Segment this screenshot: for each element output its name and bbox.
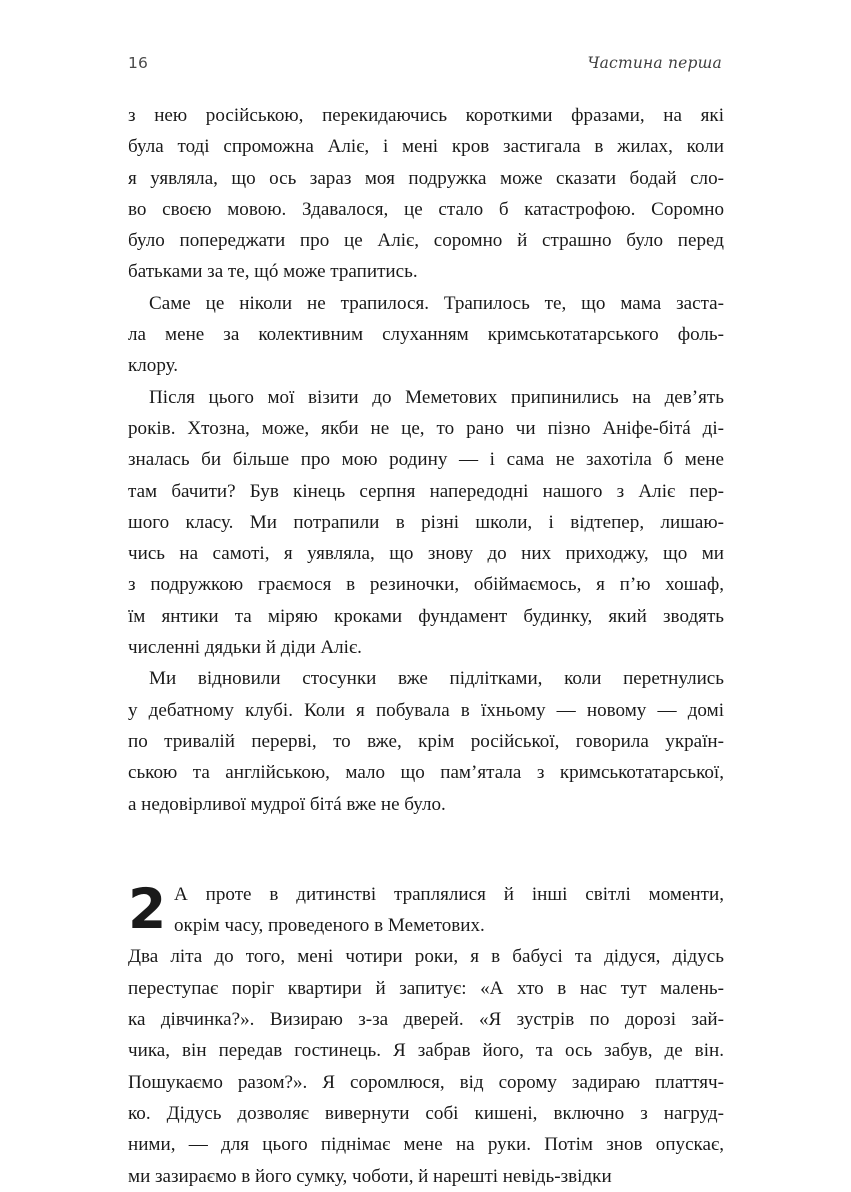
- section-spacer: [128, 820, 724, 879]
- text-line: чика, він передав гостинець. Я забрав його, та ось забув, де він.: [128, 1040, 724, 1062]
- text-line: зналась би більше про мою родину — і сама не захотіла б мене: [128, 449, 724, 471]
- text-line: по тривалій перерві, то вже, крім російської, говорила україн-: [128, 730, 724, 752]
- text-line: во своєю мовою. Здавалося, це стало б катастрофою. Соромно: [128, 198, 724, 220]
- text-line: з подружкою граємося в резиночки, обіймаємось, я п’ю хошаф,: [128, 574, 724, 596]
- text-line: Пошукаємо разом?». Я соромлюся, від сорому задираю платтяч-: [128, 1071, 724, 1093]
- section-number: 2: [128, 876, 167, 941]
- text-line: Два літа до того, мені чотири роки, я в бабусі та дідуся, дідусь: [128, 946, 724, 968]
- text-line: було попереджати про це Аліє, соромно й страшно було перед: [128, 230, 724, 252]
- text-line: з нею російською, перекидаючись короткими фразами, на які: [128, 105, 724, 126]
- text-line: Після цього мої візити до Меметових припинились на дев’ять: [149, 386, 724, 408]
- paragraph-3: [128, 382, 724, 664]
- section-2: [128, 876, 724, 1192]
- text-line: численні дядьки й діди Аліє.: [128, 637, 362, 659]
- text-line: А проте в дитинстві траплялися й інші світлі моменти,: [174, 883, 724, 905]
- section-continuation-paragraph: [128, 941, 724, 1191]
- paragraph-1: [128, 100, 724, 288]
- text-line: чись на самоті, я уявляла, що знову до них приходжу, що ми: [128, 543, 724, 565]
- text-line: Саме це ніколи не трапилося. Трапилось те, що мама заста-: [149, 292, 724, 314]
- text-line: а недовірливої мудрої бітá вже не було.: [128, 793, 446, 815]
- text-line: ними, — для цього піднімає мене на руки. Потім знов опускає,: [128, 1134, 724, 1156]
- text-line: клору.: [128, 355, 179, 377]
- text-line: ла мене за колективним слуханням кримськотатарського фоль-: [128, 324, 724, 346]
- text-line: переступає поріг квартири й запитує: «А хто в нас тут малень-: [128, 977, 724, 999]
- text-line: Ми відновили стосунки вже підлітками, коли перетнулись: [149, 668, 724, 690]
- page-number: 16: [128, 54, 149, 72]
- text-line: їм янтики та міряю кроками фундамент будинку, який зводять: [128, 605, 724, 627]
- text-line: ко. Дідусь дозволяє вивернути собі кишені, включно з нагруд-: [128, 1102, 724, 1124]
- text-line: років. Хтозна, може, якби не це, то рано чи пізно Аніфе-бітá ді-: [128, 417, 724, 439]
- text-line: я уявляла, що ось зараз моя подружка може сказати бодай сло-: [128, 167, 724, 189]
- running-head: [128, 56, 722, 80]
- text-line: там бачити? Був кінець серпня напередодні нашого з Аліє пер-: [128, 480, 724, 502]
- section-opening-paragraph: [128, 876, 724, 942]
- text-line: ми зазираємо в його сумку, чоботи, й нарешті невідь-звідки: [128, 1165, 612, 1187]
- text-line: ка дівчинка?». Визираю з-за дверей. «Я зустрів по дорозі зай-: [128, 1009, 724, 1031]
- text-block: [128, 100, 724, 1192]
- paragraph-2: [128, 288, 724, 382]
- text-line: була тоді спроможна Аліє, і мені кров застигала в жилах, коли: [128, 136, 724, 158]
- running-head-title: Частина перша: [587, 54, 722, 72]
- text-line: у дебатному клубі. Коли я побувала в їхньому — новому — домі: [128, 699, 724, 721]
- paragraph-4: [128, 663, 724, 819]
- text-line: шого класу. Ми потрапили в різні школи, і відтепер, лишаю-: [128, 511, 724, 533]
- text-line: ською та англійською, мало що пам’ятала з кримськотатарської,: [128, 762, 724, 784]
- text-line: окрім часу, проведеного в Меметових.: [174, 915, 485, 937]
- text-line: батьками за те, щó може трапитись.: [128, 261, 418, 283]
